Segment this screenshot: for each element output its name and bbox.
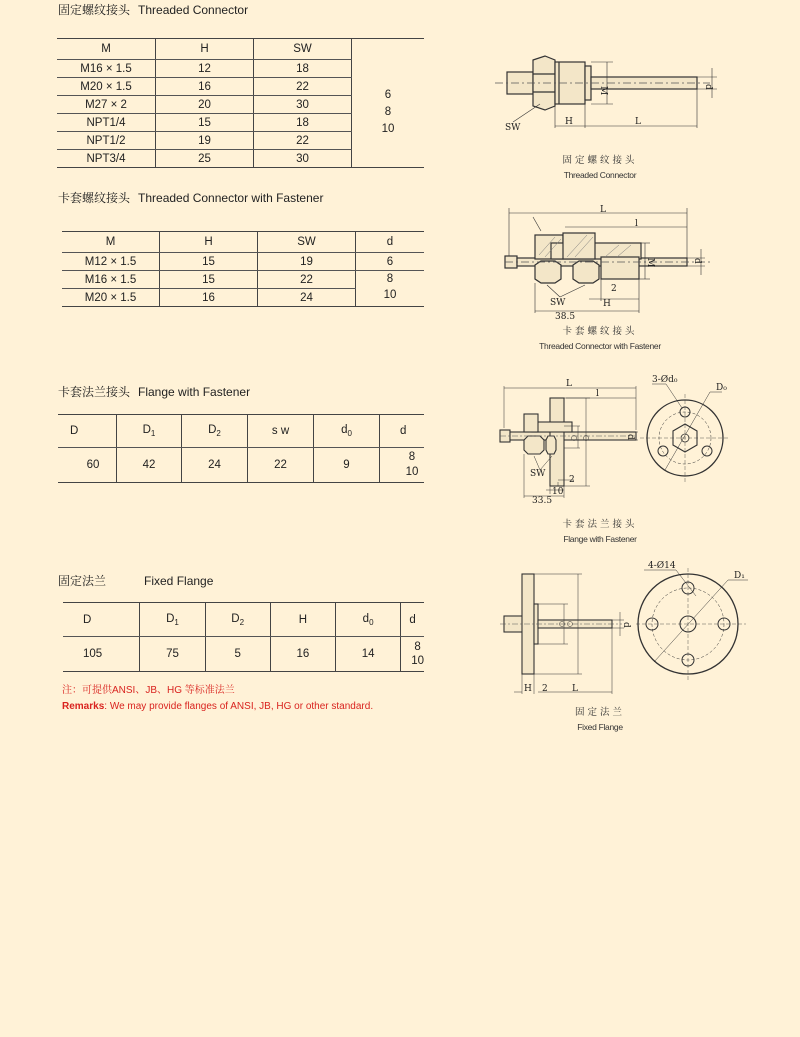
d-value: 10: [411, 655, 424, 667]
header-D: [58, 415, 117, 448]
cell-h: 15: [156, 114, 254, 132]
label-sw: SW: [550, 298, 566, 308]
cell-D: 105: [63, 637, 140, 672]
header-d: [380, 415, 425, 448]
label-l: l: [635, 219, 638, 229]
title-en: Flange with Fastener: [138, 385, 251, 399]
cell-H: 16: [270, 637, 335, 672]
header-m: M: [57, 39, 156, 60]
threaded-connector-table: [57, 38, 424, 168]
header-h: H: [156, 39, 254, 60]
header-d0: [314, 415, 380, 448]
header-main: d: [400, 425, 407, 437]
threaded-connector-fastener-table: [62, 231, 424, 307]
header-d: d: [356, 232, 425, 253]
fixed-flange-table: [63, 602, 424, 672]
caption-en: Flange with Fastener: [563, 534, 637, 544]
cell-d: [401, 637, 424, 672]
header-sub: 2: [216, 429, 221, 438]
label-m: M: [598, 86, 608, 96]
header-D2: [205, 603, 270, 637]
d-value: 8: [414, 641, 421, 653]
header-sub: 0: [347, 429, 352, 438]
cell-sw: 22: [254, 132, 352, 150]
cell-h: 15: [160, 271, 258, 289]
label-sw: SW: [530, 469, 546, 479]
label-10: 10: [552, 487, 564, 497]
flange-fastener-drawing: [500, 378, 640, 508]
header-main: D: [166, 612, 175, 625]
caption-en: Threaded Connector with Fastener: [539, 341, 661, 351]
d-value: 8: [408, 451, 416, 463]
title-en: Threaded Connector with Fastener: [138, 191, 324, 205]
label-33-5: 33.5: [532, 496, 553, 506]
title-cn: 卡套螺纹接头: [58, 191, 131, 205]
header-D: [63, 603, 140, 637]
header-main: D: [70, 425, 79, 437]
label-d: d: [625, 434, 635, 440]
cell-h: 19: [156, 132, 254, 150]
cell-D2: 24: [182, 448, 248, 483]
header-main: D: [142, 424, 151, 436]
header-main: D: [208, 424, 217, 436]
label-38-5: 38.5: [555, 312, 576, 322]
cell-m: M27 × 2: [57, 96, 156, 114]
table-row: [58, 448, 424, 483]
cell-h: 25: [156, 150, 254, 168]
cell-m: M16 × 1.5: [62, 271, 160, 289]
cell-sw: 18: [254, 60, 352, 78]
header-m: M: [62, 232, 160, 253]
cell-sw: 22: [258, 271, 356, 289]
caption-cn: 卡套法兰接头: [562, 519, 638, 530]
label-2: 2: [542, 684, 548, 694]
label-h: H: [565, 117, 573, 127]
d-value: 8: [386, 273, 394, 285]
header-sw: SW: [258, 232, 356, 253]
label-h: H: [524, 684, 532, 694]
cell-m: M16 × 1.5: [57, 60, 156, 78]
cell-D: 60: [58, 448, 117, 483]
label-2: 2: [569, 475, 575, 485]
cell-d: 6: [356, 253, 425, 271]
cell-sw: 22: [248, 448, 314, 483]
header-main: s w: [271, 425, 290, 437]
cell-sw: 30: [254, 96, 352, 114]
header-sub: 2: [239, 617, 245, 627]
title-cn: 固定螺纹接头: [58, 3, 131, 17]
section-title-fixed-flange: [58, 572, 213, 589]
cell-sw: 30: [254, 150, 352, 168]
section-title-threaded-connector-fastener: [58, 189, 323, 206]
cell-sw: 24: [258, 289, 356, 307]
cell-m: M12 × 1.5: [62, 253, 160, 271]
title-cn: 固定法兰: [58, 574, 107, 588]
label-l: l: [596, 389, 599, 399]
cell-sw: 19: [258, 253, 356, 271]
cell-d: [380, 448, 425, 483]
header-H: [270, 603, 335, 637]
d-values-cell: [352, 39, 425, 168]
cell-D1: 75: [140, 637, 205, 672]
label-L: L: [572, 684, 578, 694]
label-holes: 3-Ød₀: [652, 375, 678, 385]
cell-d: [356, 271, 425, 307]
caption-flange-fastener: [540, 516, 660, 544]
caption-cn: 固定螺纹接头: [562, 155, 638, 166]
table-row: [62, 271, 424, 289]
flange-fastener-table: [58, 414, 424, 483]
header-main: d: [362, 612, 370, 625]
caption-en: Fixed Flange: [577, 722, 623, 732]
cell-d0: 14: [335, 637, 400, 672]
cell-d0: 9: [314, 448, 380, 483]
label-h: H: [603, 299, 611, 309]
caption-cn: 卡套螺纹接头: [562, 326, 638, 337]
header-D1: [140, 603, 205, 637]
title-en: Threaded Connector: [138, 3, 249, 17]
table-row: [62, 253, 424, 271]
flange-fastener-front-view: [640, 375, 750, 492]
cell-h: 12: [156, 60, 254, 78]
header-d: [401, 603, 424, 637]
label-l: L: [635, 117, 641, 127]
header-main: d: [409, 613, 416, 626]
label-2: 2: [611, 284, 617, 294]
threaded-connector-fastener-drawing: [505, 205, 720, 320]
cell-m: NPT3/4: [57, 150, 156, 168]
cell-h: 15: [160, 253, 258, 271]
header-sw: SW: [254, 39, 352, 60]
header-main: D: [83, 613, 92, 626]
header-sub: 0: [369, 617, 374, 627]
header-sw: [248, 415, 314, 448]
table-row: [63, 637, 424, 672]
label-m: M: [645, 258, 655, 268]
header-d0: [335, 603, 400, 637]
title-cn: 卡套法兰接头: [58, 385, 131, 399]
label-d: d: [692, 258, 702, 264]
d-value: 10: [405, 466, 419, 478]
section-title-threaded-connector: [58, 1, 248, 18]
cell-sw: 22: [254, 78, 352, 96]
label-sw: SW: [505, 123, 521, 133]
remark-cn: 注：可提供ANSI、JB、HG 等标准法兰: [62, 685, 235, 696]
caption-threaded-connector-fastener: [525, 323, 675, 351]
label-L: L: [600, 205, 606, 215]
header-main: H: [298, 613, 308, 626]
fixed-flange-front-view: [636, 562, 776, 692]
label-holes: 4-Ø14: [648, 561, 676, 571]
remark-en: : We may provide flanges of ANSI, JB, HG or other standard.: [104, 701, 374, 712]
threaded-connector-drawing: [495, 60, 725, 140]
cell-h: 16: [160, 289, 258, 307]
cell-sw: 18: [254, 114, 352, 132]
cell-m: M20 × 1.5: [57, 78, 156, 96]
caption-threaded-connector: [540, 152, 660, 180]
header-sub: 1: [174, 617, 179, 627]
label-d: d: [621, 622, 631, 628]
cell-h: 16: [156, 78, 254, 96]
header-D2: [182, 415, 248, 448]
cell-D2: 5: [205, 637, 270, 672]
cell-m: NPT1/2: [57, 132, 156, 150]
title-en: Fixed Flange: [144, 574, 214, 588]
header-main: D: [231, 612, 240, 625]
fixed-flange-drawing: [500, 570, 635, 695]
caption-cn: 固定法兰: [574, 707, 625, 718]
cell-h: 20: [156, 96, 254, 114]
cell-D1: 42: [117, 448, 182, 483]
label-L: L: [566, 379, 572, 389]
label-d0: D₀: [716, 383, 727, 393]
remarks: [62, 684, 402, 714]
header-main: d: [341, 424, 348, 436]
d-value: 10: [381, 122, 395, 135]
header-sub: 1: [150, 429, 156, 438]
d-value: 10: [383, 289, 397, 301]
label-d: d: [703, 84, 713, 90]
cell-m: M20 × 1.5: [62, 289, 160, 307]
section-title-flange-fastener: [58, 383, 250, 400]
remark-label: Remarks: [62, 701, 105, 712]
header-h: H: [160, 232, 258, 253]
header-D1: [117, 415, 182, 448]
cell-m: NPT1/4: [57, 114, 156, 132]
d-value: 6: [384, 88, 392, 101]
d-value: 8: [384, 105, 392, 118]
caption-fixed-flange: [540, 704, 660, 732]
label-d1: D₁: [734, 571, 745, 581]
caption-en: Threaded Connector: [563, 170, 637, 180]
